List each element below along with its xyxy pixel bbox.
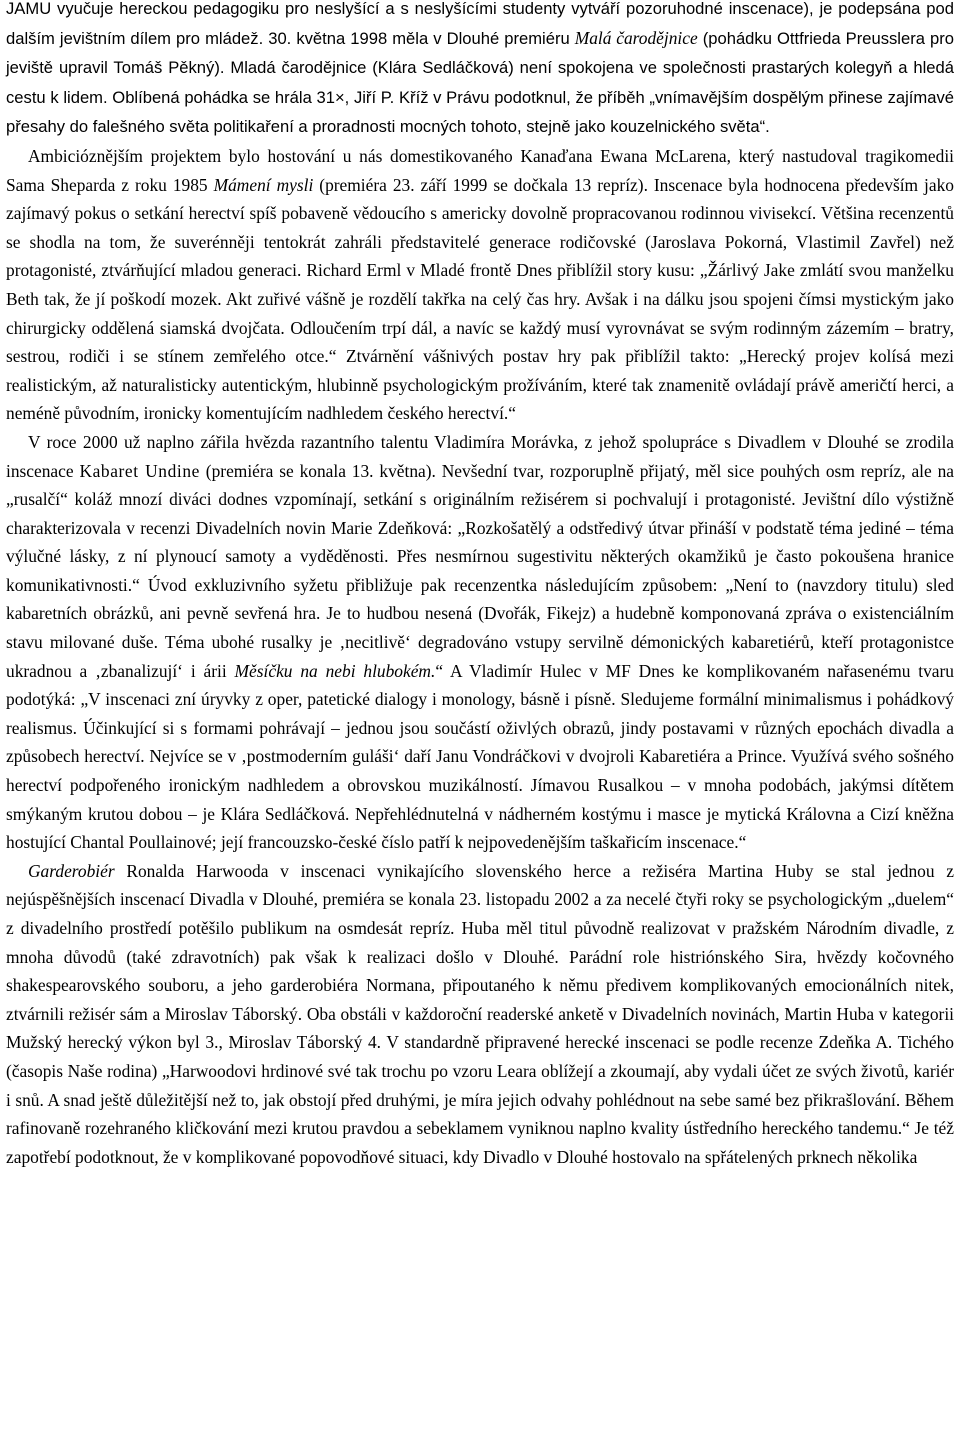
italic-title-text: Měsíčku na nebi hlubokém. bbox=[234, 660, 436, 681]
paragraph-text-segment: Ambicióznějším projektem bylo hostování u nás domestikovaného Kanaďana Ewana McLarena, který nastudoval tragikomedii Sama Sheparda z roku 1985 bbox=[6, 145, 954, 195]
paragraph-text-segment: V roce 2000 už naplno zářila hvězda razantního talentu Vladimíra Morávka, z jehož spolupráce s Divadlem v Dlouhé se zrodila inscenace bbox=[6, 431, 954, 481]
paragraph-kabaret-undine bbox=[6, 428, 954, 857]
paragraph-text-segment: Kabaret Undine bbox=[79, 460, 200, 481]
italic-title-text: Garderobiér bbox=[28, 860, 115, 881]
paragraph-garderobiér bbox=[6, 857, 954, 1172]
paragraph-mámení-mysli bbox=[6, 142, 954, 428]
paragraph-text-segment: Ronalda Harwooda v inscenaci vynikajícího slovenského herce a režiséra Martina Huby se stal jednou z nejúspěšnějších inscenací Divadla v Dlouhé, premiéra se konala 23. listopadu 2002 a za necelé čtyři roky se psychologickým „duelem“ z divadelního prostředí potěšilo publikum na osmdesát repríz. Huba měl titul původně realizovat v pražském Národním divadle, z mnoha důvodů (také zdravotních) pak však k realizaci došlo v Dlouhé. Parádní role histriónského Sira, hvězdy kočovného shakespearovského souboru, a jeho garderobiéra Normana, připoutaného k němu předivem komplikovaných emocionálních nitek, ztvárnili režisér sám a Miroslav Táborský. Oba obstáli v každoroční readerské anketě v Divadelních novinách, Martin Huba v kategorii Mužský herecký výkon byl 3., Miroslav Táborský 4. V standardně připravené herecké inscenaci se podle recenze Zdeňka A. Tichého (časopis Naše rodina) „Harwoodovi hrdinové své tak trochu po vzoru Leara oblížejí a zkoumají, aby vydali účet ze svých životů, kariér i snů. A snad ještě důležitější než to, jak obstojí před druhými, je míra jejich odvahy pohlédnout na sebe samé bez přikrašlování. Během rafinovaně rozehraného kličkování mezi krutou pravdou a sebeklamem vyniknou naplno kvality ústředního hereckého tandemu.“ Je též zapotřebí podotknout, že v komplikované popovodňové situaci, kdy Divadlo v Dlouhé hostovalo na spřátelených prknech několika bbox=[6, 860, 954, 1167]
paragraph-text-segment: (pohádku Ottfrieda Preusslera pro jeviště upravil Tomáš Pěkný). Mladá čarodějnice (Klára Sedláčková) není spokojena ve společnosti prastarých kolegyň a hledá cestu k lidem. Oblíbená pohádka se hrála 31×, Jiří P. Kříž v Právu podotknul, že příběh „vnímavějším dospělým přinese zajímavé přesahy do falešného světa politikaření a proradnosti mocných tohoto, stejně jako kouzelnického světa“. bbox=[6, 28, 954, 137]
paragraph-text-segment: (premiéra 23. září 1999 se dočkala 13 repríz). Inscenace byla hodnocena především jako zajímavý pokus o setkání herectví spíš pobaveně vědoucího s americky dovolně propracovanou rodinnou vivisekcí. Většina recenzentů se shodla na tom, že suverénněji tentokrát zahráli představitelé generace rodičovské (Jaroslava Pokorná, Vlastimil Zavřel) než protagonisté, ztvárňující mladou generaci. Richard Erml v Mladé frontě Dnes přiblížil story kusu: „Žárlivý Jake zmlátí svou manželku Beth tak, že jí poškodí mozek. Akt zuřivé vášně je rozdělí takřka na celý čas hry. Avšak i na dálku jsou spojeni čímsi mystickým jako chirurgicky oddělená siamská dvojčata. Odloučením trpí dál, a navíc se každý musí vyrovnávat se svým rodinným zázemím – bratry, sestrou, rodiči i se stínem zemřelého otce.“ Ztvárnění vášnivých postav hry pak přiblížil takto: „Herecký projev kolísá mezi realistickým, až naturalisticky autentickým, hlubinně psychologickým prožíváním, které tak znamenitě ovládají právě američtí herci, a neméně původním, ironicky komentujícím nadhledem českého herectví.“ bbox=[6, 174, 954, 424]
paragraph-text-segment: “ A Vladimír Hulec v MF Dnes ke komplikovaném nařasenému tvaru podotýká: „V inscenaci zní úryvky z oper, patetické dialogy i monology, básně i písně. Sledujeme formální minimalismus i pohádkový realismus. Účinkující si s formami pohrávají – jednou jsou součástí oživlých obrazů, jindy postavami v různých epochách divadla a způsobech herectví. Nejvíce se v ‚postmoderním guláši‘ daří Janu Vondráčkovi v dvojroli Kabaretiéra a Prince. Využívá svého sošného herectví podpořeného ironickým nadhledem a obrovskou muzikálností. Jímavou Rusalkou – v mnoha podobách, jakýmsi dítětem smýkaným krutou dobou – je Klára Sedláčková. Nepřehlédnutelná v nádherném kostýmu i masce je mytická Královna a Cizí kněžna hostující Chantal Poullainové; její francouzsko-české číslo patří k nejpovedenějším taškařicím inscenace.“ bbox=[6, 660, 955, 853]
paragraph-text-segment: JAMU vyučuje hereckou pedagogiku pro neslyšící a s neslyšícími studenty vytváří pozoruhodné inscenace), je podepsána pod dalším jevištním dílem pro mládež. 30. května 1998 měla v Dlouhé premiéru bbox=[6, 0, 954, 48]
paragraph-text-segment: (premiéra se konala 13. května). Nevšední tvar, rozporuplně přijatý, měl sice pouhých osm repríz, ale na „rusalčí“ koláž mnozí diváci dodnes vzpomínají, setkání s originálním režisérem si pochvalují i protagonisté. Jevištní dílo výstižně charakterizovala v recenzi Divadelních novin Marie Zdeňková: „Rozkošatělý a odstředivý útvar přináší v podstatě téma jediné – téma výlučné lásky, z ní plynoucí samoty a vyděděnosti. Přes nesmírnou sugestivitu některých okamžiků je často pokoušena hranice komunikativnosti.“ Úvod exkluzivního syžetu přibližuje pak recenzentka následujícím způsobem: „Není to (navzdory titulu) sled kabaretních obrázků, ani pevně sevřená hra. Je to hudbou nesená (Dvořák, Fikejz) a hudebně komponovaná zpráva o existenciálním stavu milované duše. Téma ubohé rusalky je ‚necitlivě‘ degradováno vstupy servilně démonických kabaretiérů, kteří protagonistce ukradnou a ‚zbanalizují‘ i árii bbox=[6, 460, 954, 681]
italic-title-text: Malá čarodějnice bbox=[574, 27, 698, 48]
italic-title-text: Mámení mysli bbox=[213, 174, 314, 195]
paragraph-malá-čarodějnice bbox=[6, 0, 954, 142]
